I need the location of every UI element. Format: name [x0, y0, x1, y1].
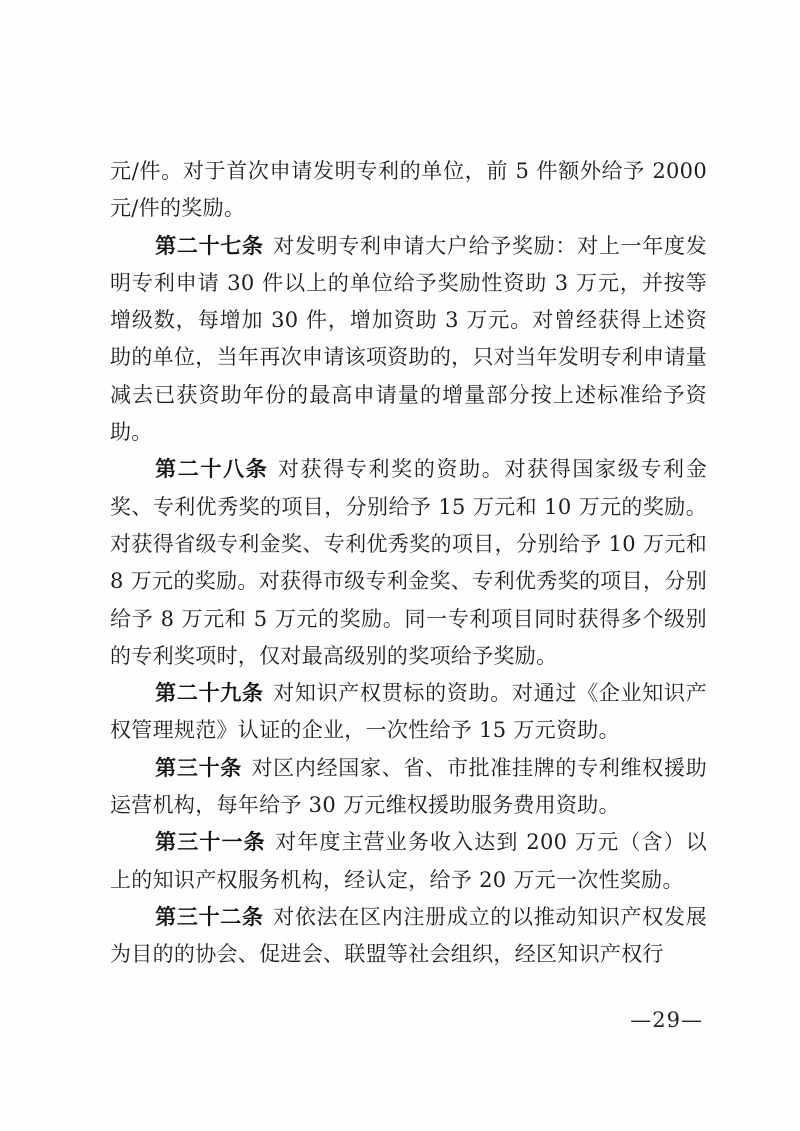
- paragraph-text: 元/件。对于首次申请发明专利的单位，前 5 件额外给予 2000 元/件的奖励。: [110, 159, 707, 221]
- paragraph-text: 对年度主营业务收入达到 200 万元（含）以上的知识产权服务机构，经认定，给予 20 万元一次性奖励。: [110, 830, 707, 892]
- paragraph-text: 对依法在区内注册成立的以推动知识产权发展为目的的协会、促进会、联盟等社会组织，经区知识产权行: [110, 904, 708, 967]
- paragraph-text: 对获得专利奖的资助。对获得国家级专利金奖、专利优秀奖的项目，分别给予 15 万元和 10 万元的奖励。对获得省级专利金奖、专利优秀奖的项目，分别给予 10 万元和 8 万元的奖励。对获得市级专利金奖、专利优秀奖的项目，分别给予 8 万元和 5 万元的奖励。同一专利项目同时获得多个级别的专利奖项时，仅对最高级别的奖项给予奖励。: [110, 457, 708, 668]
- paragraph-text: 对知识产权贯标的资助。对通过《企业知识产权管理规范》认证的企业，一次性给予 15 万元资助。: [110, 681, 708, 743]
- article-27: [110, 228, 707, 452]
- article-31-heading: 第三十一条: [155, 830, 266, 855]
- article-32-heading: 第三十二条: [155, 904, 264, 929]
- article-32: [110, 899, 707, 974]
- article-27-heading: 第二十七条: [155, 233, 264, 258]
- article-29: [110, 675, 707, 750]
- article-28: [110, 451, 707, 675]
- article-28-heading: 第二十八条: [155, 457, 269, 482]
- article-30-heading: 第三十条: [155, 755, 242, 780]
- article-30: [110, 750, 707, 825]
- document-text-block: [110, 153, 707, 974]
- article-31: [110, 824, 707, 899]
- page-number: —29—: [630, 1008, 703, 1032]
- continuation-paragraph: [110, 153, 707, 228]
- article-29-heading: 第二十九条: [155, 681, 264, 706]
- paragraph-text: 对区内经国家、省、市批准挂牌的专利维权援助运营机构，每年给予 30 万元维权援助服务费用资助。: [110, 755, 707, 818]
- paragraph-text: 对发明专利申请大户给予奖励：对上一年度发明专利申请 30 件以上的单位给予奖励性资助 3 万元，并按等增级数，每增加 30 件，增加资助 3 万元。对曾经获得上述资助的单位，当年再次申请该项资助的，只对当年发明专利申请量减去已获资助年份的最高申请量的增量部分按上述标准给予资助。: [110, 233, 708, 445]
